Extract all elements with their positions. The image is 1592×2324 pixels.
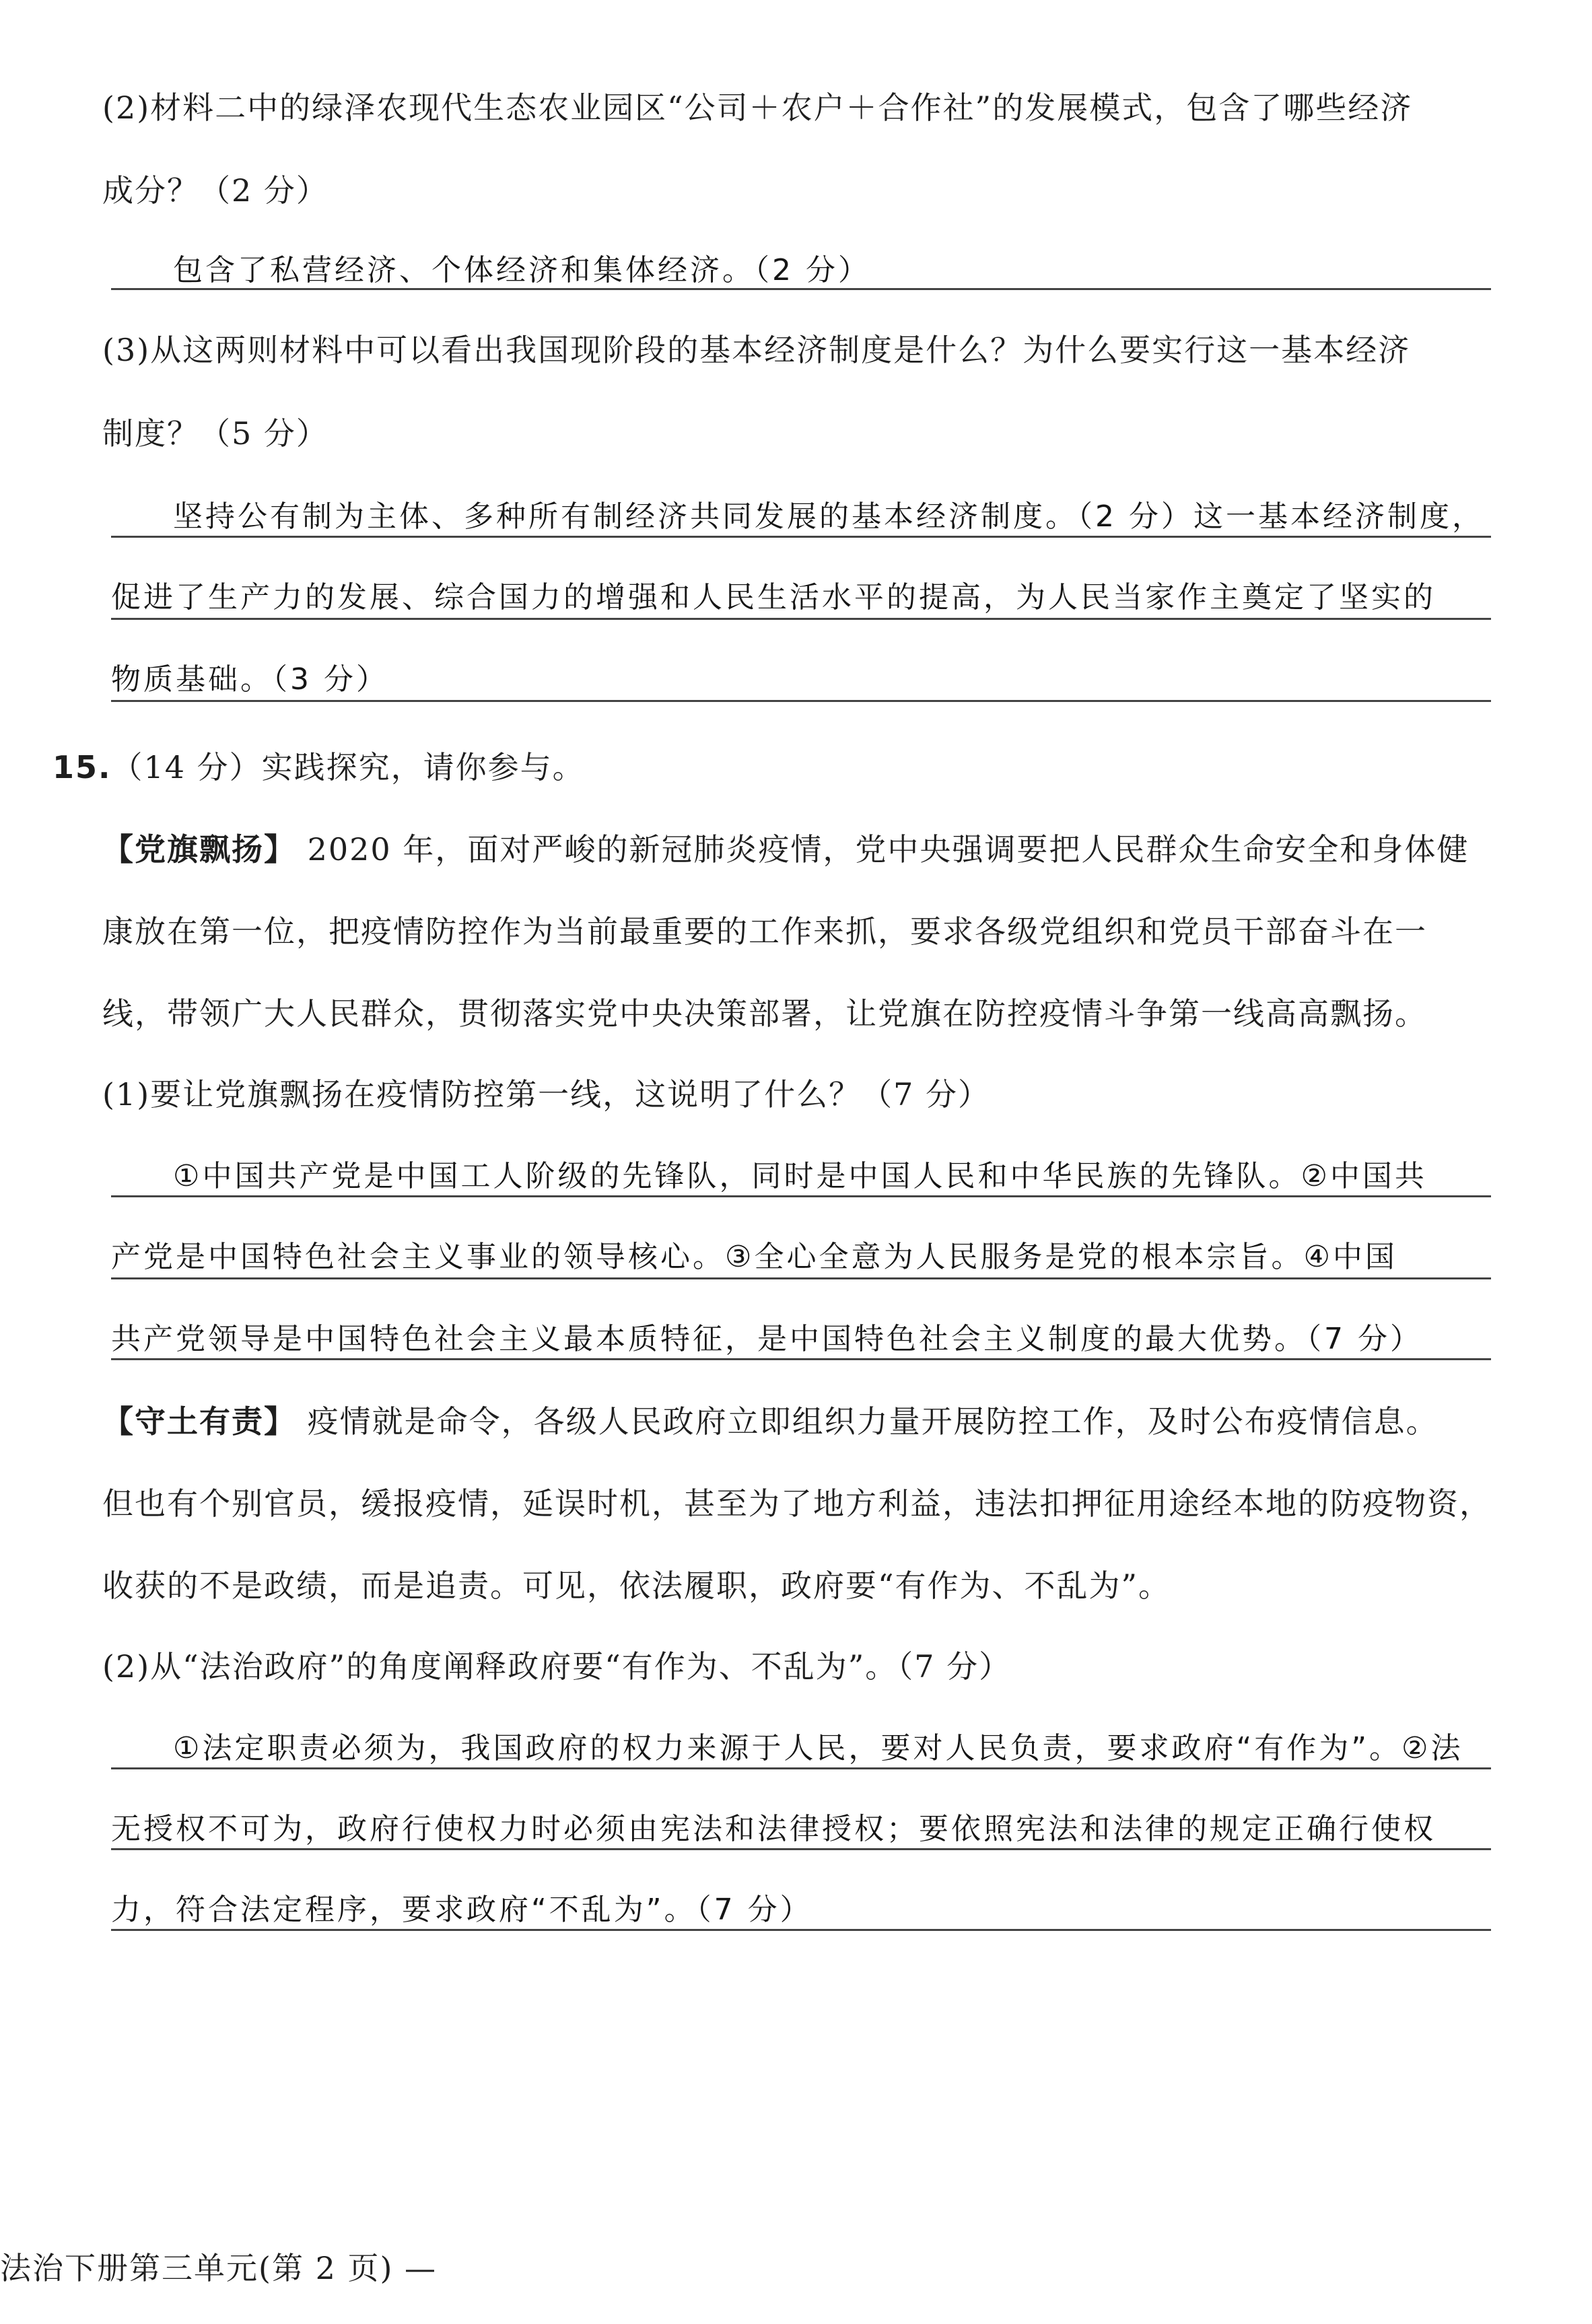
section-tag-duty: 【守土有责】 bbox=[102, 1403, 296, 1440]
q14-part3-line2: 制度？（5 分） bbox=[102, 415, 328, 452]
q14-part2-line2: 成分？（2 分） bbox=[102, 172, 328, 209]
q15-header bbox=[53, 747, 1439, 787]
answer-rule bbox=[111, 288, 1491, 290]
section-tag-party-flag: 【党旗飘扬】 bbox=[102, 831, 296, 868]
q15-section2-line1 bbox=[102, 1401, 1489, 1442]
q15-section1-line3: 线，带领广大人民群众，贯彻落实党中央决策部署，让党旗在防控疫情斗争第一线高高飘扬。 bbox=[102, 995, 1427, 1032]
q14-part3-answer-line1: 坚持公有制为主体、多种所有制经济共同发展的基本经济制度。（2 分）这一基本经济制度， bbox=[173, 499, 1484, 534]
answer-rule bbox=[111, 1767, 1491, 1769]
answer-rule bbox=[111, 536, 1491, 538]
q15-section1-line1 bbox=[102, 829, 1489, 870]
q15-intro: （14 分）实践探究，请你参与。 bbox=[111, 749, 585, 785]
q14-part2-line1: (2)材料二中的绿泽农现代生态农业园区“公司＋农户＋合作社”的发展模式，包含了哪些经济 bbox=[102, 90, 1413, 126]
q15-part1-answer-line3: 共产党领导是中国特色社会主义最本质特征，是中国特色社会主义制度的最大优势。（7 分） bbox=[111, 1322, 1422, 1356]
q15-part2-question: (2)从“法治政府”的角度阐释政府要“有作为、不乱为”。（7 分） bbox=[102, 1648, 1012, 1685]
q14-part2-answer: 包含了私营经济、个体经济和集体经济。（2 分） bbox=[173, 253, 870, 287]
answer-rule bbox=[111, 1848, 1491, 1850]
q15-section1-line2: 康放在第一位，把疫情防控作为当前最重要的工作来抓，要求各级党组织和党员干部奋斗在一 bbox=[102, 913, 1427, 950]
q15-section2-line2: 但也有个别官员，缓报疫情，延误时机，甚至为了地方利益，违法扣押征用途经本地的防疫物资， bbox=[102, 1485, 1492, 1522]
page-footer: 法治下册第三单元(第 2 页) — bbox=[0, 2250, 438, 2286]
answer-rule bbox=[111, 1277, 1491, 1279]
answer-rule bbox=[111, 1358, 1491, 1360]
answer-rule bbox=[111, 1195, 1491, 1197]
answer-rule bbox=[111, 700, 1491, 702]
q15-part2-answer-line2: 无授权不可为，政府行使权力时必须由宪法和法律授权；要依照宪法和法律的规定正确行使权 bbox=[111, 1812, 1436, 1846]
q14-part3-answer-line3: 物质基础。（3 分） bbox=[111, 662, 388, 697]
q15-number: 15. bbox=[53, 749, 112, 785]
section1-text: 2020 年，面对严峻的新冠肺炎疫情，党中央强调要把人民群众生命安全和身体健 bbox=[307, 831, 1469, 868]
answer-rule bbox=[111, 1929, 1491, 1931]
q14-part3-line1: (3)从这两则材料中可以看出我国现阶段的基本经济制度是什么？为什么要实行这一基本经济 bbox=[102, 332, 1411, 368]
q15-part2-answer-line1: ①法定职责必须为，我国政府的权力来源于人民，要对人民负责，要求政府“有作为”。②法 bbox=[173, 1731, 1463, 1765]
q15-part1-answer-line2: 产党是中国特色社会主义事业的领导核心。③全心全意为人民服务是党的根本宗旨。④中国 bbox=[111, 1240, 1397, 1274]
answer-rule bbox=[111, 618, 1491, 620]
q15-part1-answer-line1: ①中国共产党是中国工人阶级的先锋队，同时是中国人民和中华民族的先锋队。②中国共 bbox=[173, 1159, 1427, 1193]
q15-section2-line3: 收获的不是政绩，而是追责。可见，依法履职，政府要“有作为、不乱为”。 bbox=[102, 1568, 1171, 1604]
q15-part2-answer-line3: 力，符合法定程序，要求政府“不乱为”。（7 分） bbox=[111, 1893, 812, 1927]
q15-part1-question: (1)要让党旗飘扬在疫情防控第一线，这说明了什么？（7 分） bbox=[102, 1076, 991, 1113]
section2-text: 疫情就是命令，各级人民政府立即组织力量开展防控工作，及时公布疫情信息。 bbox=[307, 1403, 1439, 1440]
q14-part3-answer-line2: 促进了生产力的发展、综合国力的增强和人民生活水平的提高，为人民当家作主奠定了坚实的 bbox=[111, 580, 1436, 614]
